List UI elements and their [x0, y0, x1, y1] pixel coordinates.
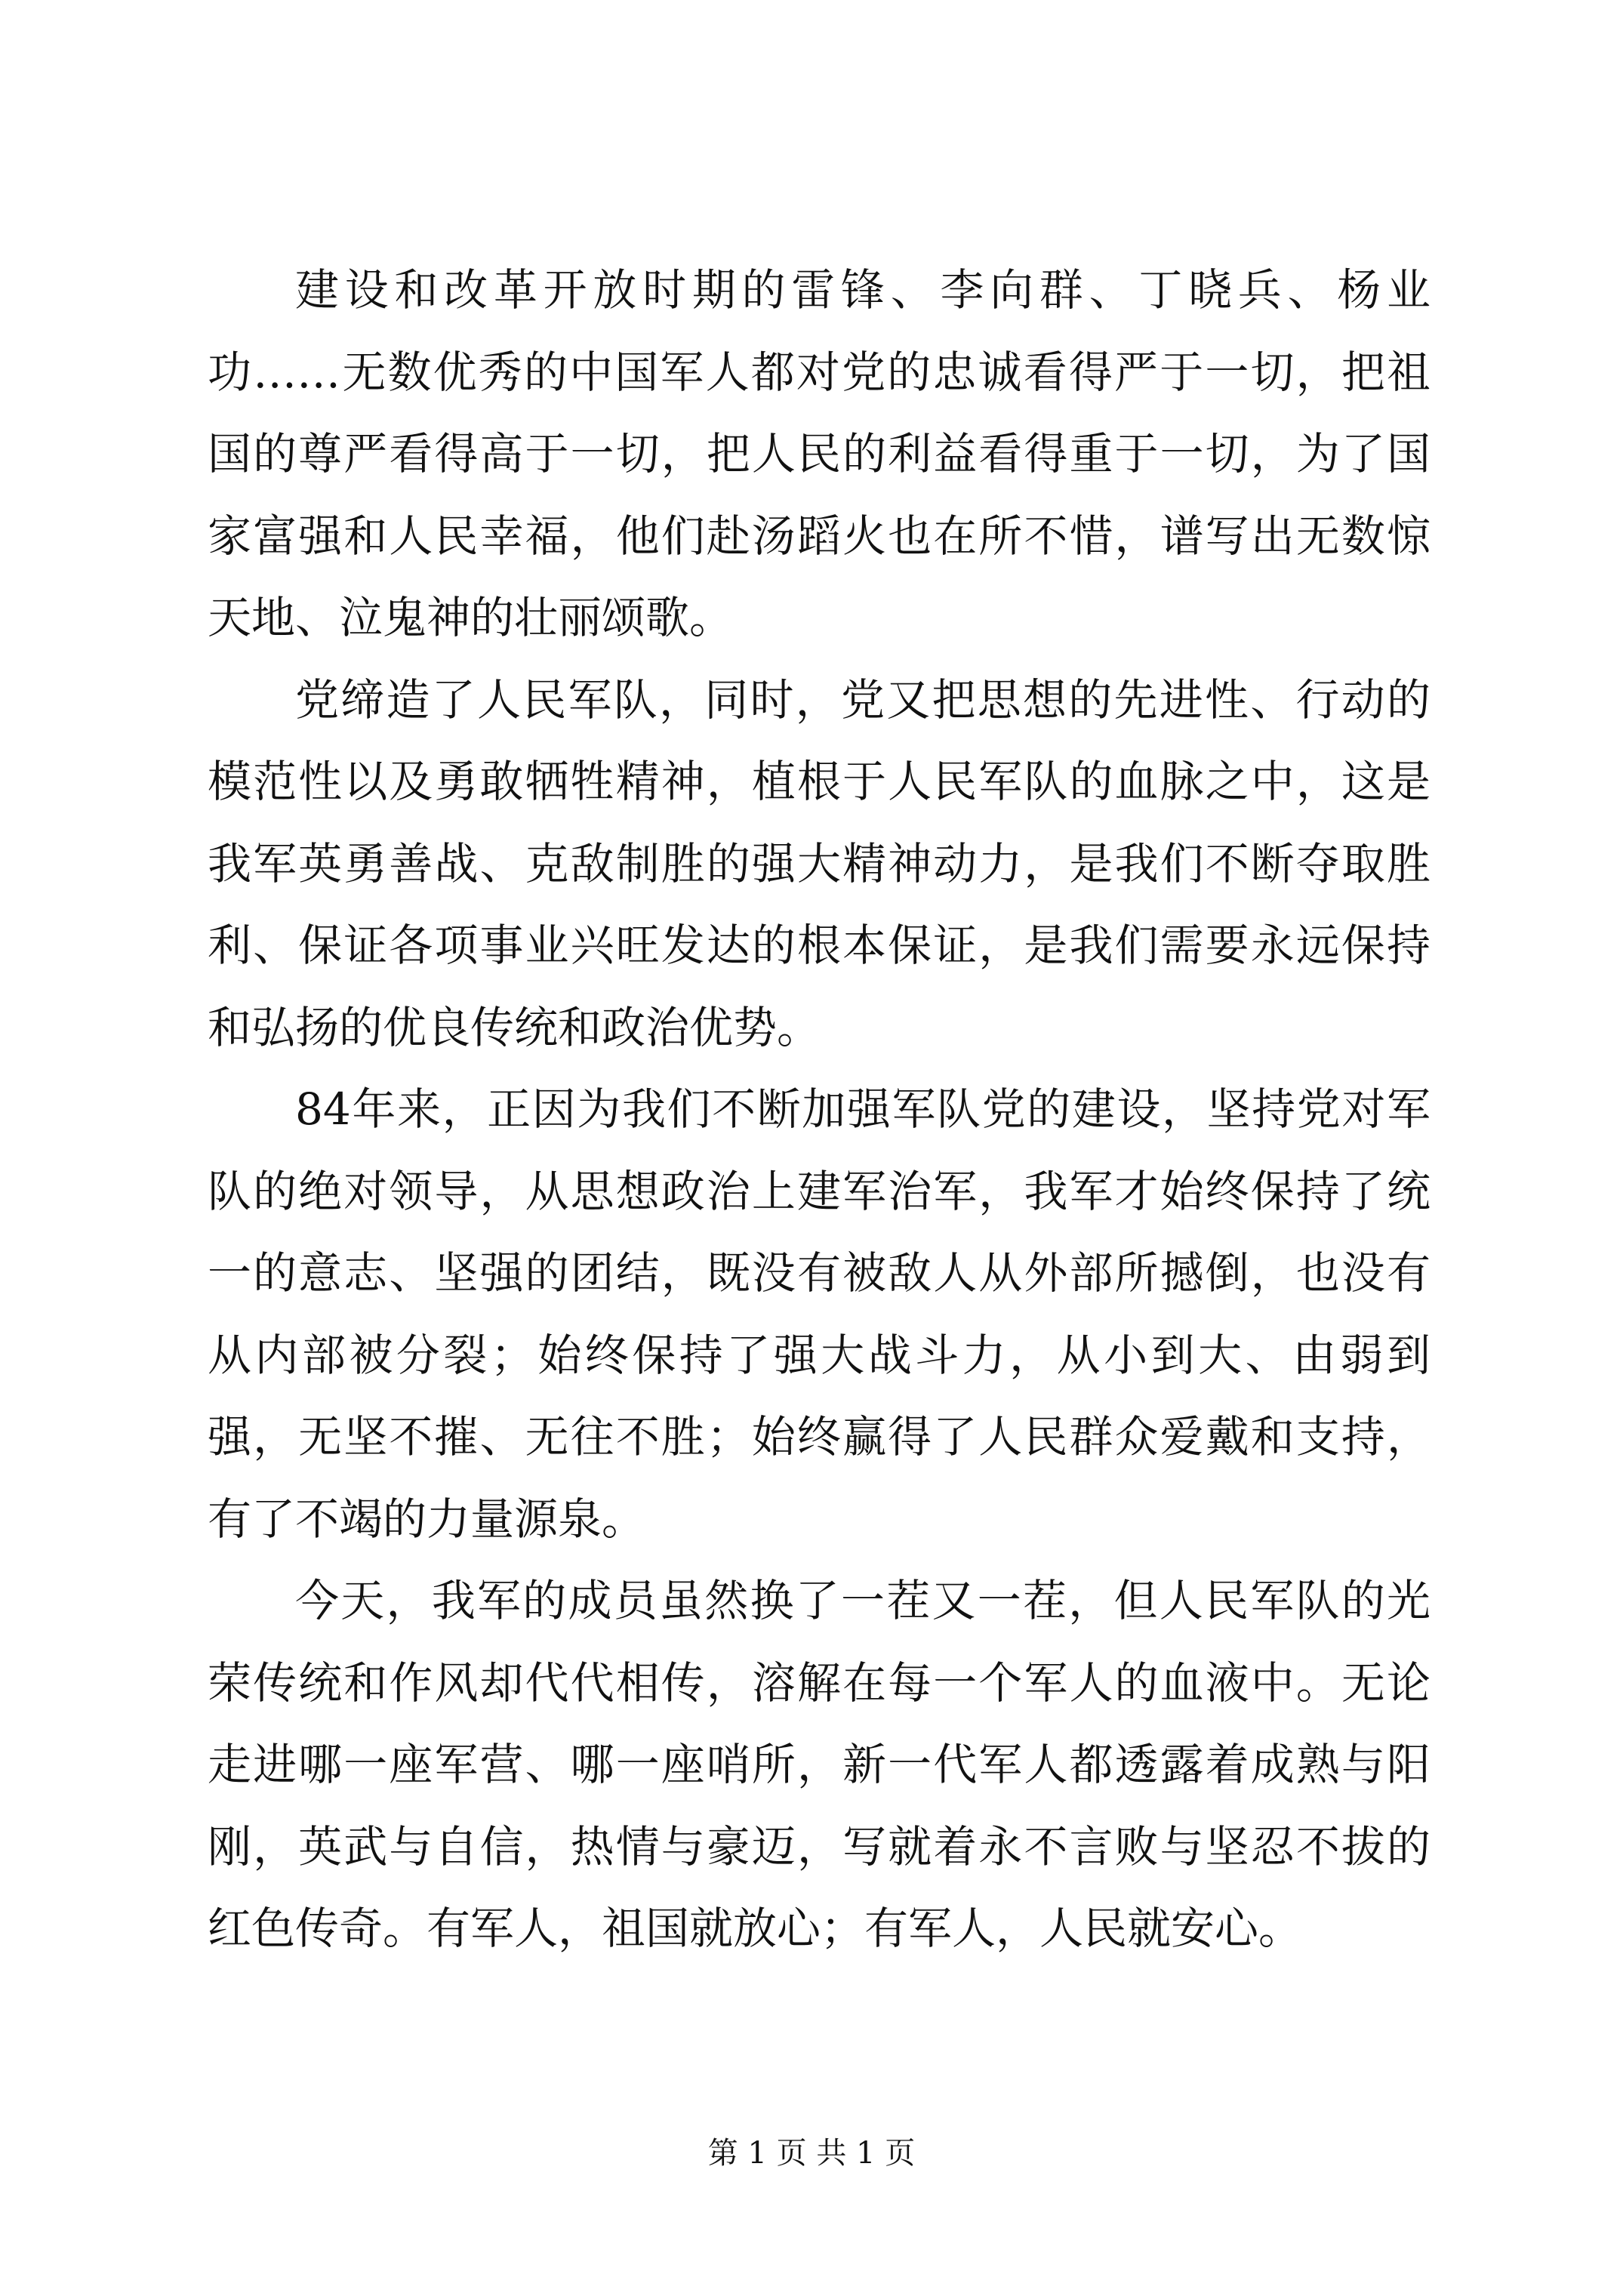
paragraph-2: 党缔造了人民军队，同时，党又把思想的先进性、行动的模范性以及勇敢牺牲精神，植根于人民军队的血脉之中，这是我军英勇善战、克敌制胜的强大精神动力，是我们不断夺取胜利、保证各项事业兴旺发达的根本保证，是我们需要永远保持和弘扬的优良传统和政治优势。: [208, 673, 1431, 1053]
paragraph-4: 今天，我军的成员虽然换了一茬又一茬，但人民军队的光荣传统和作风却代代相传，溶解在每一个军人的血液中。无论走进哪一座军营、哪一座哨所，新一代军人都透露着成熟与阳刚，英武与自信，热情与豪迈，写就着永不言败与坚忍不拔的红色传奇。有军人，祖国就放心；有军人，人民就安心。: [208, 1575, 1431, 1954]
paragraph-3: 84年来，正因为我们不断加强军队党的建设，坚持党对军队的绝对领导，从思想政治上建军治军，我军才始终保持了统一的意志、坚强的团结，既没有被敌人从外部所撼倒，也没有从内部被分裂；始终保持了强大战斗力，从小到大、由弱到强，无坚不摧、无往不胜；始终赢得了人民群众爱戴和支持，有了不竭的力量源泉。: [208, 1083, 1431, 1545]
document-body: [208, 249, 1431, 1970]
page-footer: [0, 2129, 1623, 2172]
paragraph-1: 建设和改革开放时期的雷锋、李向群、丁晓兵、杨业功……无数优秀的中国军人都对党的忠诚看得严于一切，把祖国的尊严看得高于一切，把人民的利益看得重于一切，为了国家富强和人民幸福，他们赴汤蹈火也在所不惜，谱写出无数惊天地、泣鬼神的壮丽颂歌。: [208, 264, 1431, 643]
page-number-label: 第 1 页 共 1 页: [707, 2136, 916, 2171]
